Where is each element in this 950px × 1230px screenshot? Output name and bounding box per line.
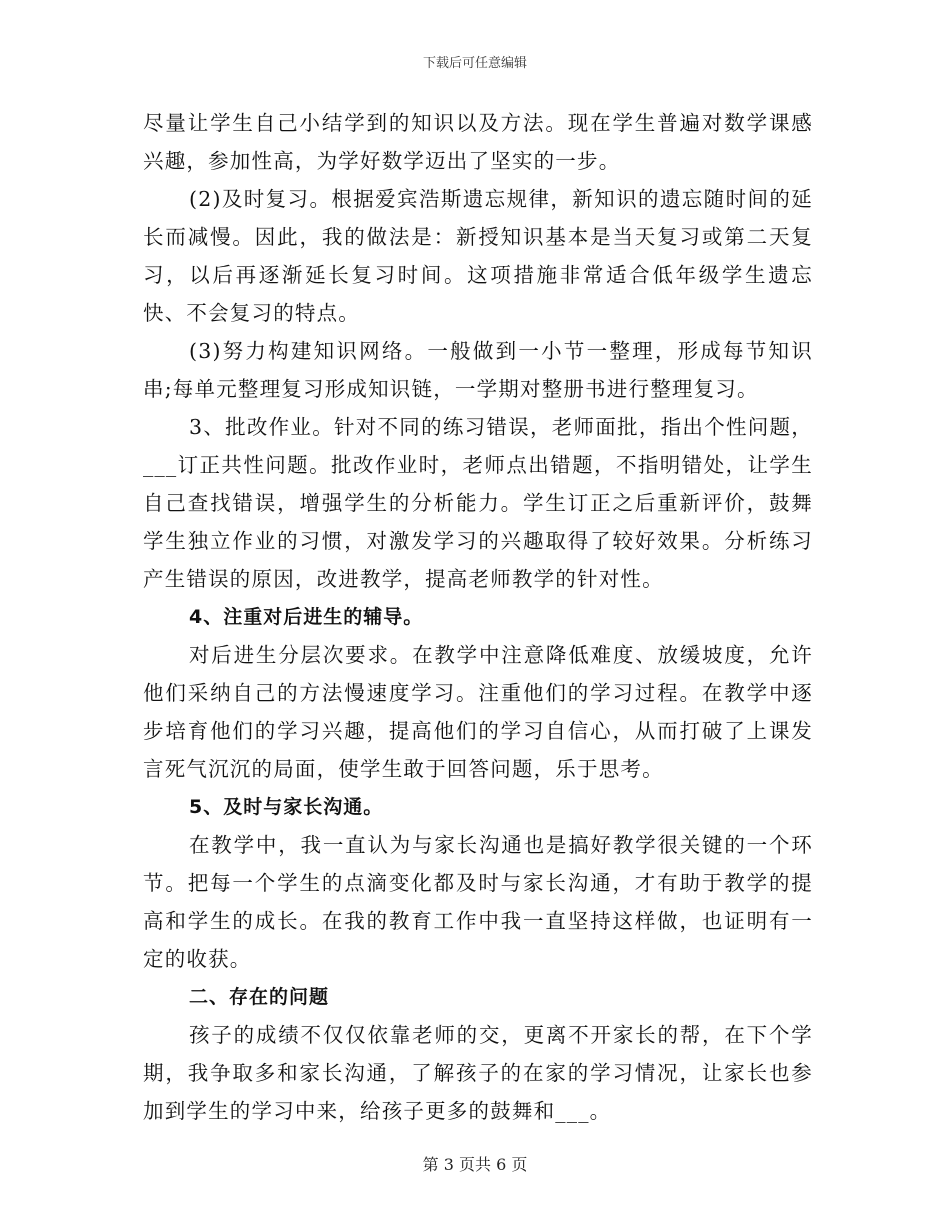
paragraph-1: 尽量让学生自己小结学到的知识以及方法。现在学生普遍对数学课感兴趣，参加性高，为学好数学迈出了坚实的一步。 [143,111,813,173]
paragraph-5: 对后进生分层次要求。在教学中注意降低难度、放缓坡度，允许他们采纳自己的方法慢速度学习。注重他们的学习过程。在教学中逐步培育他们的学习兴趣，提高他们的学习自信心，从而打破了上课发言死气沉沉的局面，使学生敢于回答问题，乐于思考。 [143,643,813,781]
paragraph-3: (3)努力构建知识网络。一般做到一小节一整理，形成每节知识串;每单元整理复习形成知识链，一学期对整册书进行整理复习。 [143,339,813,401]
paragraph-4: 3、批改作业。针对不同的练习错误，老师面批，指出个性问题，___订正共性问题。批改作业时，老师点出错题，不指明错处，让学生自己查找错误，增强学生的分析能力。学生订正之后重新评价，鼓舞学生独立作业的习惯，对激发学习的兴趣取得了较好效果。分析练习产生错误的原因，改进教学，提高老师教学的针对性。 [143,415,813,591]
section-heading-tutoring: 4、注重对后进生的辅导。 [189,606,424,628]
document-body [143,104,813,1130]
page-header: 下载后可任意编辑 [422,56,527,71]
paragraph-6: 在教学中，我一直认为与家长沟通也是搞好教学很关键的一个环节。把每一个学生的点滴变化都及时与家长沟通，才有助于教学的提高和学生的成长。在我的教育工作中我一直坚持这样做，也证明有一定的收获。 [143,833,813,971]
page-footer: 第 3 页共 6 页 [422,1155,528,1174]
paragraph-7: 孩子的成绩不仅仅依靠老师的交，更离不开家长的帮，在下个学期，我争取多和家长沟通，了解孩子的在家的学习情况，让家长也参加到学生的学习中来，给孩子更多的鼓舞和___。 [143,1023,813,1123]
section-heading-parents: 5、及时与家长沟通。 [189,796,384,818]
paragraph-2: (2)及时复习。根据爱宾浩斯遗忘规律，新知识的遗忘随时间的延长而减慢。因此，我的做法是：新授知识基本是当天复习或第二天复习，以后再逐渐延长复习时间。这项措施非常适合低年级学生遗忘快、不会复习的特点。 [143,187,813,325]
section-heading-problems: 二、存在的问题 [189,986,330,1008]
